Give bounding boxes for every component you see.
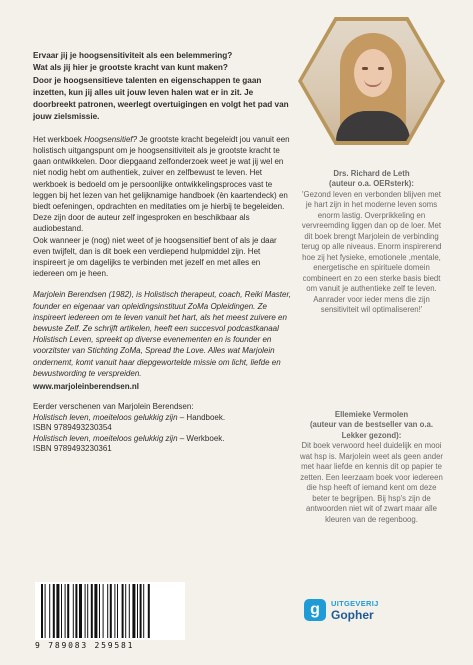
book2-type: – Werkboek. [177, 433, 225, 443]
author-photo [302, 21, 441, 141]
author-website-link[interactable]: www.marjoleinberendsen.nl [33, 382, 139, 392]
description-paragraph-2: Ook wanneer je (nog) niet weet of je hoogsensitief bent of als je daar even twijfelt, dan is dit boek een verdiepend hulpmiddel zijn. Het inspireert je om dagelijks te verbinden met jezelf en met alles en iedereen om je heen. [33, 235, 277, 279]
endorser-1-role: (auteur o.a. OERsterk): [329, 179, 414, 189]
photo-eye-right [378, 67, 384, 70]
earlier-books [33, 402, 291, 455]
earlier-books-heading: Eerder verschenen van Marjolein Berendsen: [33, 402, 194, 412]
publisher-logo [304, 598, 414, 624]
endorsement-1 [298, 169, 445, 316]
endorsement-2 [298, 410, 445, 525]
book2-isbn: ISBN 9789493230361 [33, 444, 112, 454]
endorsement-2-text: Dit boek verwoord heel duidelijk en mooi wat hsp is. Marjolein weet als geen ander met haar liefde en kennis dit op papier te zetten. Een leerzaam boek voor iedereen die hsp heeft of iemand kent om deze beter te begrijpen. Bij hsp's zijn de antwoorden niet wit of zwart maar alle kleuren van de regenboog. [299, 441, 444, 524]
book1-type: – Handboek. [177, 412, 226, 422]
isbn-barcode [35, 582, 185, 654]
author-bio: Marjolein Berendsen (1982), is Holistisch therapeut, coach, Reiki Master, founder en eigenaar van opleidingsinstituut ZoMa Opleidingen. Ze inspireert iedereen om te leven vanuit het hart, als het meest zuivere en bewuste Zelf. Ze schrijft artikelen, heeft een succesvol podcastkanaal Holistisch Leven, spreekt op diverse evenementen en is founder en voorzitster van Stichting ZoMa, Spread the Love. Alles wat Marjolein ondernemt, komt vanuit haar diepgewortelde missie om licht, liefde en bewustwording te verspreiden. [33, 290, 291, 378]
intro-text [33, 50, 291, 124]
book-title-italic: Hoogsensitief? [84, 134, 138, 144]
publisher-label: UITGEVERIJ [331, 599, 379, 608]
description-rest: Je grootste kracht begeleidt jou vanuit een holistisch uitgangspunt om je hoogsensitiviteit als je grootste kracht te gaan ontwikkelen. Door diepgaand zelfonderzoek weet je wat jij wel en niet nodig hebt om authentiek, zuiver en zelfbewust te leven. Het werkboek is bedoeld om je persoonlijke ontwikkelingsproces vast te leggen bij het lezen van het gelijknamige handboek (èn kaartendeck) en biedt oefeningen, opdrachten en meditaties om je hierbij te begeleiden. Deze zijn door de auteur zelf ingesproken en beschikbaar als audiobestand. [33, 134, 290, 234]
barcode-graphic [39, 584, 181, 638]
barcode-bars [35, 582, 185, 640]
photo-eye-left [362, 67, 368, 70]
barcode-number: 9 789083 259581 [35, 641, 135, 650]
main-column [33, 50, 291, 455]
intro-line-1: Ervaar jij je hoogsensitiviteit als een belemmering? [33, 51, 233, 60]
author-photo-frame [298, 17, 445, 145]
endorsement-1-text: 'Gezond leven en verbonden blijven met je hart zijn in het moderne leven soms enorm lastig. Overprikkeling en vervreemding liggen dan op de loer. Met dit boek brengt Marjolein de verbinding terug op alle niveaus. Enorm inspirerend hoe zij het fysieke, emotionele ,mentale, energetische en spirituele domein combineert en zo een sterke basis biedt om vanuit je authentieke zelf te leven. Aanrader voor ieder mens die zijn sensitiviteit wil optimaliseren!' [301, 189, 442, 315]
book1-isbn: ISBN 9789493230354 [33, 423, 112, 433]
publisher-name: Gopher [331, 608, 374, 622]
book1-title: Holistisch leven, moeiteloos gelukkig zijn [33, 412, 178, 422]
endorser-1-name: Drs. Richard de Leth [333, 169, 410, 178]
photo-face [354, 49, 392, 97]
description-start: Het werkboek [33, 134, 85, 144]
endorser-2-name: Ellemieke Vermolen [334, 410, 409, 419]
description-paragraph [33, 134, 291, 235]
gopher-logo-icon: g [304, 599, 326, 621]
intro-line-3: Door je hoogsensitieve talenten en eigenschappen te gaan inzetten, kun jij alles uit jouw leven halen wat er in zit. Je doorbreekt patronen, weerlegt overtuigingen en volgt het pad van jouw zielsmissie. [33, 75, 289, 122]
endorser-2-role: (auteur van de bestseller van o.a. Lekker gezond): [309, 420, 434, 440]
intro-line-2: Wat als jij hier je grootste kracht van kunt maken? [33, 63, 228, 73]
book2-title: Holistisch leven, moeiteloos gelukkig zijn [33, 433, 178, 443]
